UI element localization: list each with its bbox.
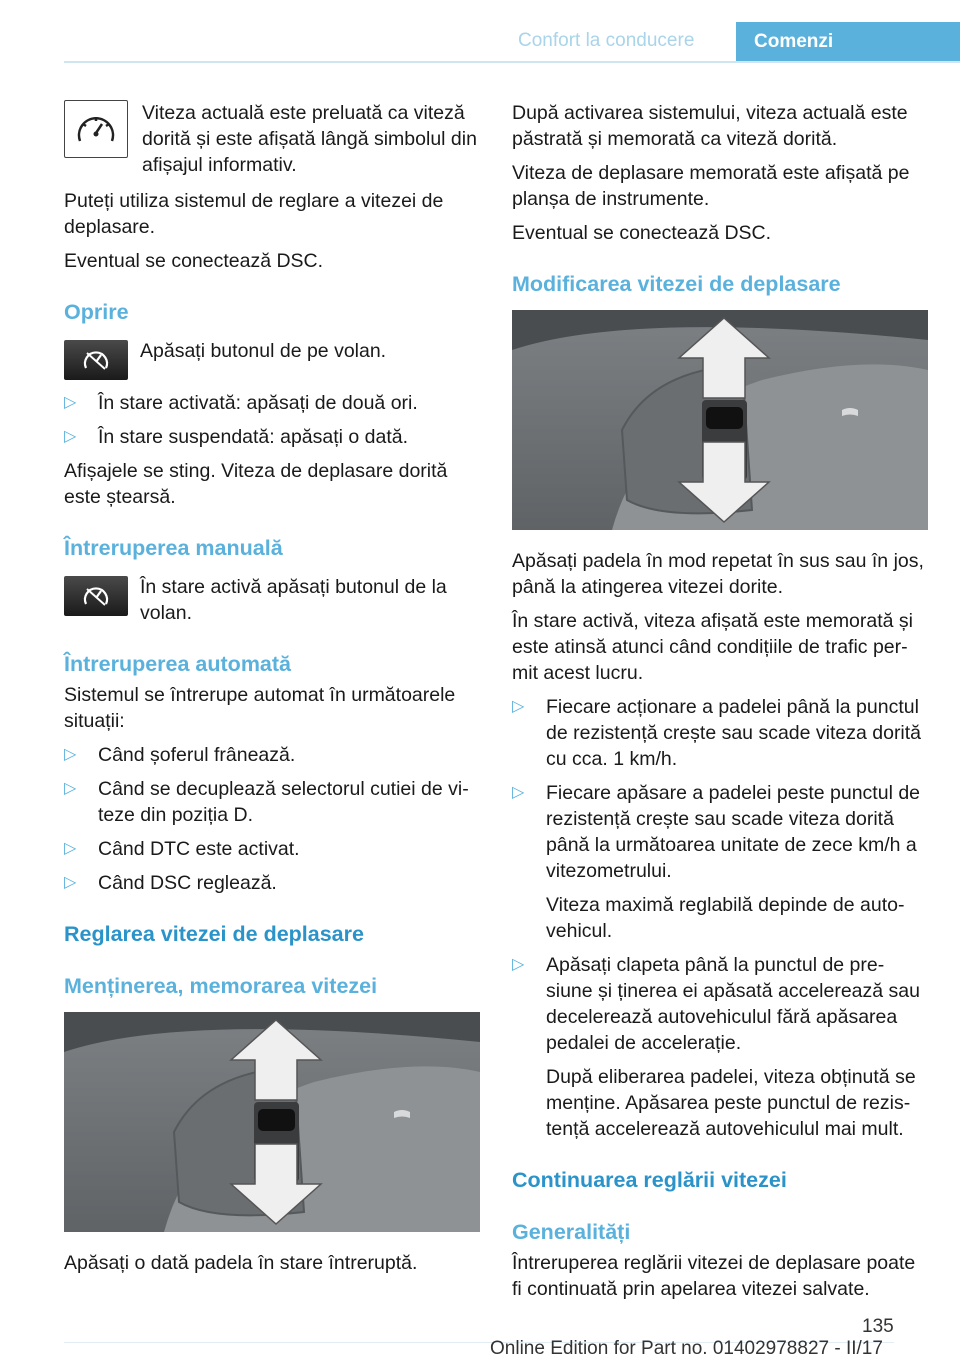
list-item: ▷ Când DTC este activat.: [64, 838, 300, 860]
automat-bullets: [64, 742, 480, 896]
paragraph: Întreruperea reglării vitezei de deplasare poate fi continuată prin apelarea vitezei salvate.: [512, 1252, 916, 1300]
footer-edition-text: Online Edition for Part no. 01402978827 - II/17: [490, 1338, 883, 1359]
button-info-row: [64, 574, 480, 626]
header-section-title: Confort la conducere: [518, 30, 695, 51]
image-caption: Apăsați o dată padela în stare întreruptă.: [64, 1252, 418, 1274]
page-number: 135: [862, 1316, 894, 1337]
paragraph: În stare activă, viteza afișată este memorată și este atinsă atunci când condițiile de trafic per‐ mit acest lucru.: [512, 610, 914, 684]
bullet-triangle-icon: ▷: [512, 956, 525, 973]
heading-continuarea-reglarii: Continuarea reglării vitezei: [512, 1168, 787, 1192]
button-info-row: [64, 338, 480, 380]
list-item: ▷ În stare activată: apăsați de două ori.: [64, 392, 418, 414]
right-column: [512, 100, 928, 1310]
left-column: [64, 100, 480, 1284]
bullet-triangle-icon: ▷: [64, 874, 77, 891]
bullet-triangle-icon: ▷: [64, 394, 77, 411]
button-text: Apăsați butonul de pe volan.: [140, 340, 387, 362]
paragraph: Sistemul se întrerupe automat în următoarele situații:: [64, 684, 456, 732]
list-item: ▷ Când DSC reglează.: [64, 872, 277, 894]
cruise-control-button-icon: [64, 340, 128, 380]
paragraph: După activarea sistemului, viteza actuală este păstrată și memorată ca viteză dorită.: [512, 102, 908, 150]
heading-generalitati: Generalități: [512, 1220, 631, 1244]
list-item: ▷ În stare suspendată: apăsați o dată.: [64, 426, 409, 448]
list-sub-paragraph: Viteza maximă reglabilă depinde de auto‐ vehicul.: [546, 894, 905, 942]
list-item: ▷ Apăsați clapeta până la punctul de pre‐ siune și ținerea ei apăsată accelerează sau decelerează autovehiculul fără apăsarea pedalei de accelerație.: [512, 954, 920, 1054]
header-divider: [64, 61, 960, 63]
steering-wheel-paddle-photo: [64, 1012, 480, 1232]
paragraph: Viteza de deplasare memorată este afișată pe planșa de instrumente.: [512, 162, 910, 210]
list-item: ▷ Când se decuplează selectorul cutiei de vi‐ teze din poziția D.: [64, 778, 469, 826]
list-item: ▷ Fiecare acționare a padelei până la punctul de rezistență crește sau scade viteza dorită cu cca. 1 km/h.: [512, 696, 922, 770]
modificare-bullets: [512, 694, 928, 884]
oprire-bullets: [64, 390, 480, 450]
heading-mentinerea-vitezei: Menținerea, memorarea vitezei: [64, 974, 378, 998]
speedometer-info-row: [64, 100, 480, 178]
page-header: [0, 0, 960, 62]
bullet-triangle-icon: ▷: [512, 698, 525, 715]
paragraph: Eventual se conectează DSC.: [64, 250, 324, 272]
heading-modificarea-vitezei: Modificarea vitezei de deplasare: [512, 272, 841, 296]
speedometer-icon: [64, 100, 128, 158]
cruise-control-button-icon: [64, 576, 128, 616]
intro-text: Viteza actuală este preluată ca viteză dorită și este afișată lângă simbolul din afișajul informativ.: [142, 102, 477, 176]
bullet-triangle-icon: ▷: [64, 746, 77, 763]
bullet-triangle-icon: ▷: [64, 840, 77, 857]
paragraph: Afișajele se sting. Viteza de deplasare dorită este ștearsă.: [64, 460, 448, 508]
steering-wheel-paddle-photo: [512, 310, 928, 530]
bullet-triangle-icon: ▷: [64, 428, 77, 445]
header-chapter-tab: Comenzi: [736, 22, 960, 62]
bullet-triangle-icon: ▷: [64, 780, 77, 797]
heading-reglarea-vitezei: Reglarea vitezei de deplasare: [64, 922, 364, 946]
paragraph: Puteți utiliza sistemul de reglare a vitezei de deplasare.: [64, 190, 444, 238]
image-caption: Apăsați padela în mod repetat în sus sau în jos, până la atingerea vitezei dorite.: [512, 550, 924, 598]
list-sub-paragraph: După eliberarea padelei, viteza obținută se menține. Apăsarea peste punctul de rezis‐ tență accelerează autovehiculul mai mult.: [546, 1066, 916, 1140]
heading-oprire: Oprire: [64, 300, 129, 324]
paragraph: Eventual se conectează DSC.: [512, 222, 772, 244]
bullet-triangle-icon: ▷: [512, 784, 525, 801]
heading-intrerupere-automata: Întreruperea automată: [64, 652, 292, 676]
modificare-bullets-2: [512, 952, 928, 1056]
list-item: ▷ Fiecare apăsare a padelei peste punctul de rezistență crește sau scade viteza dorită până la următoarea unitate de zece km/h a vitezometrului.: [512, 782, 921, 882]
button-text: În stare activă apăsați butonul de la volan.: [140, 576, 447, 624]
list-item: ▷ Când șoferul frânează.: [64, 744, 296, 766]
heading-intrerupere-manuala: Întreruperea manuală: [64, 536, 283, 560]
